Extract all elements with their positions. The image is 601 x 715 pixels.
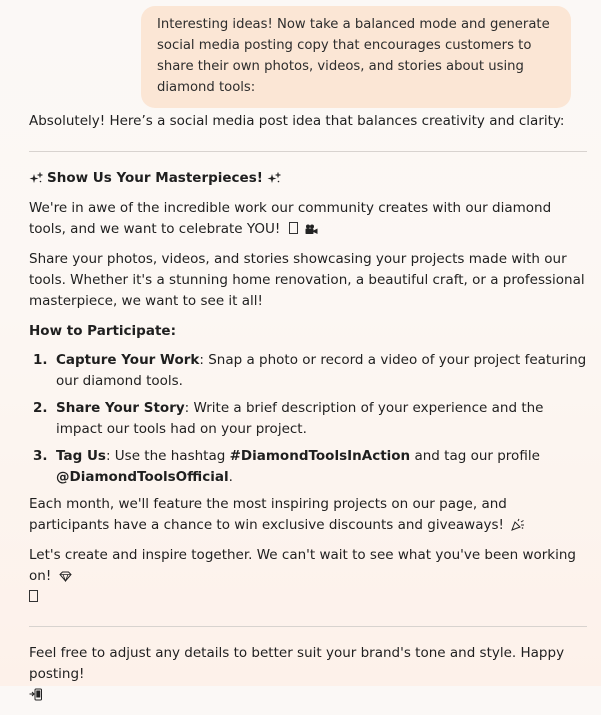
step-body bbox=[56, 350, 587, 392]
step-body bbox=[56, 398, 587, 440]
post-paragraph-3 bbox=[29, 494, 587, 536]
divider-top bbox=[29, 151, 587, 152]
step-title: Capture Your Work bbox=[56, 352, 200, 368]
missing-glyph-icon bbox=[289, 222, 298, 234]
sparkles-icon bbox=[267, 172, 281, 186]
divider-bottom bbox=[29, 626, 587, 627]
party-popper-icon bbox=[511, 518, 525, 531]
mobile-phone-arrow-icon bbox=[29, 688, 43, 701]
user-message-text: Interesting ideas! Now take a balanced mode and generate social media posting copy that encourages customers to share their own photos, videos, and stories about using diamond tools: bbox=[157, 17, 550, 95]
participation-steps bbox=[29, 350, 587, 488]
step-number: 3. bbox=[33, 448, 48, 464]
step-text-pre: : Use the hashtag bbox=[105, 448, 230, 464]
step-text: : Snap a photo or record a video of your project featuring our diamond tools. bbox=[56, 352, 587, 389]
profile-handle: @DiamondToolsOfficial bbox=[56, 469, 229, 485]
video-camera-icon bbox=[305, 224, 318, 235]
post-paragraph-1 bbox=[29, 198, 587, 240]
list-item bbox=[29, 446, 587, 488]
gem-icon bbox=[59, 571, 72, 582]
hashtag: #DiamondToolsInAction bbox=[229, 448, 411, 464]
post-paragraph-2: Share your photos, videos, and stories showcasing your projects made with our tools. Whether it's a stunning home renovation, a beautiful craft, or a professional masterpiece, we want to see it all! bbox=[29, 251, 585, 309]
post-paragraph-4 bbox=[29, 545, 587, 608]
how-to-heading: How to Participate: bbox=[29, 323, 176, 339]
paragraph-1-text: We're in awe of the incredible work our community creates with our diamond tools, and we want to celebrate YOU! bbox=[29, 200, 552, 237]
step-text-mid: and tag our profile bbox=[410, 448, 540, 464]
closing-note bbox=[29, 643, 587, 706]
step-title: Tag Us bbox=[56, 448, 106, 464]
paragraph-3-text: Each month, we'll feature the most inspiring projects on our page, and participants have a chance to win exclusive discounts and giveaways! bbox=[29, 496, 507, 533]
list-item bbox=[29, 398, 587, 440]
step-title: Share Your Story bbox=[56, 400, 185, 416]
headline-text: Show Us Your Masterpieces! bbox=[47, 170, 263, 186]
step-text: : Write a brief description of your experience and the impact our tools had on your project. bbox=[56, 400, 544, 437]
closing-text: Feel free to adjust any details to better suit your brand's tone and style. Happy posting! bbox=[29, 645, 565, 682]
assistant-response bbox=[29, 111, 587, 715]
user-message-bubble bbox=[141, 6, 571, 108]
paragraph-4-text: Let's create and inspire together. We can't wait to see what you've been working on! bbox=[29, 547, 577, 584]
sparkles-icon bbox=[29, 172, 43, 186]
step-body bbox=[56, 446, 587, 488]
assistant-intro: Absolutely! Here’s a social media post idea that balances creativity and clarity: bbox=[29, 113, 565, 129]
list-item bbox=[29, 350, 587, 392]
post-headline bbox=[29, 168, 587, 189]
step-text-post: . bbox=[228, 469, 233, 485]
missing-glyph-icon bbox=[29, 590, 38, 602]
step-number: 1. bbox=[33, 352, 48, 368]
step-number: 2. bbox=[33, 400, 48, 416]
